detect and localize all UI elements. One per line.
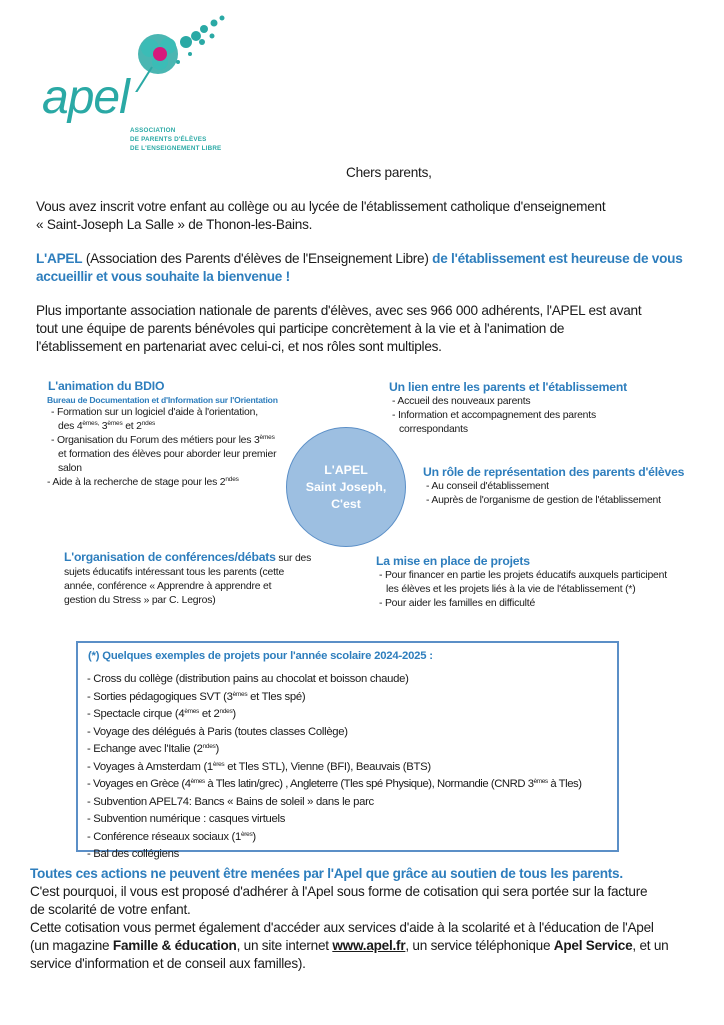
circle-text: C'est — [331, 496, 361, 511]
section-representation — [423, 464, 713, 508]
list-item: - Spectacle cirque (4èmes et $2^{ndes}$) — [87, 708, 236, 720]
closing-line: Cette cotisation vous permet également d'accéder aux services d'aide à la scolarité et à l'éducation de l'Apel — [30, 920, 654, 935]
list-item: - Pour financer en partie les projets éducatifs auxquels participent — [379, 570, 667, 581]
logo-subtitle-line: DE L'ENSEIGNEMENT LIBRE — [130, 145, 222, 152]
apel-center-circle — [286, 427, 406, 547]
list-item: - Accueil des nouveaux parents — [392, 396, 531, 407]
magazine-name: Famille & éducation — [112, 938, 237, 953]
section-text: sur des — [275, 553, 312, 564]
circle-text: Saint Joseph, — [305, 479, 387, 494]
logo-subtitle-line: ASSOCIATION — [130, 127, 176, 134]
apel-website-link[interactable]: www.apel.fr — [332, 938, 406, 953]
list-item: - Subvention APEL74: Bancs « Bains de soleil » dans le parc — [87, 795, 374, 808]
section-title: La mise en place de projets — [376, 554, 530, 568]
list-item: les élèves et les projets liés à la vie de l'établissement (*) — [386, 584, 636, 595]
closing-paragraph — [30, 865, 720, 973]
list-item: - Voyages à Amsterdam (1ères et Tles STL), Vienne (BFI), Beauvais (BTS) — [87, 760, 431, 773]
section-title: Un lien entre les parents et l'établissement — [389, 380, 627, 394]
section-conferences — [64, 548, 344, 608]
list-item: correspondants — [399, 424, 468, 435]
section-text: gestion du Stress » par C. Legros) — [64, 595, 216, 606]
list-item: - Formation sur un logiciel d'aide à l'orientation, — [51, 407, 258, 418]
intro-paragraph — [36, 198, 605, 234]
examples-list — [87, 671, 582, 864]
section-text: année, conférence « Apprendre à apprendre et — [64, 581, 272, 592]
apel-logo — [40, 12, 240, 162]
support-highlight: Toutes ces actions ne peuvent être menées par l'Apel que grâce au soutien de tous les parents. — [30, 866, 623, 881]
list-item: - Pour aider les familles en difficulté — [379, 598, 536, 609]
intro-line: Vous avez inscrit votre enfant au collège ou au lycée de l'établissement catholique d'enseignement — [36, 199, 606, 214]
greeting: Chers parents, — [346, 165, 432, 180]
closing-line: service d'information et de conseil aux familles). — [30, 956, 306, 971]
list-item: - Conférence réseaux sociaux (1ères) — [87, 830, 256, 843]
list-item: salon — [58, 463, 82, 474]
logo-wordmark: apel — [42, 71, 129, 124]
mission-line: l'établissement en partenariat avec celui-ci, et nos rôles sont multiples. — [36, 339, 442, 354]
logo-subtitle-line: DE PARENTS D'ÉLÈVES — [130, 136, 207, 143]
list-item: - Echange avec l'Italie $(2^{ndes})$ — [87, 743, 219, 755]
list-item: - Information et accompagnement des parents — [392, 410, 596, 421]
section-title: L'organisation de conférences/débats — [64, 550, 276, 564]
list-item: - Aide à la recherche de stage pour les $2^{ndes}$ — [47, 476, 239, 488]
closing-line: de scolarité de votre enfant. — [30, 902, 191, 917]
section-lien — [389, 379, 689, 437]
welcome-paragraph — [36, 250, 716, 286]
list-item: - Subvention numérique : casques virtuels — [87, 813, 286, 825]
welcome-highlight: accueillir et vous souhaite la bienvenue ! — [36, 269, 290, 284]
welcome-highlight: de l'établissement est heureuse de vous — [432, 251, 683, 266]
list-item: - Bal des collégiens — [87, 848, 179, 860]
apel-acronym: L'APEL — [36, 251, 83, 266]
intro-line: « Saint-Joseph La Salle » de Thonon-les-Bains. — [36, 217, 313, 232]
list-item: - Organisation du Forum des métiers pour les 3èmes — [51, 434, 275, 446]
list-item: - Au conseil d'établissement — [426, 481, 549, 492]
section-title: L'animation du BDIO — [48, 379, 165, 393]
apel-definition: (Association des Parents d'élèves de l'Enseignement Libre) — [82, 251, 433, 266]
examples-box — [76, 641, 619, 860]
section-subtitle: Bureau de Documentation et d'Information sur l'Orientation — [47, 395, 278, 405]
section-bdio — [48, 378, 308, 490]
section-text: sujets éducatifs intéressant tous les parents (cette — [64, 567, 285, 578]
list-item: des $4^{èmes,}$ 3èmes et $2^{ndes}$ — [58, 420, 156, 432]
section-projets — [376, 553, 706, 611]
list-item: - Voyage des délégués à Paris (toutes classes Collège) — [87, 725, 348, 738]
list-item: - Cross du collège (distribution pains au chocolat et boisson chaude) — [87, 673, 409, 685]
list-item: et formation des élèves pour aborder leur premier — [58, 449, 277, 460]
apel-service-name: Apel Service — [553, 938, 633, 953]
list-item: - Auprès de l'organisme de gestion de l'établissement — [426, 495, 661, 506]
list-item: - Sorties pédagogiques SVT (3èmes et Tles spé) — [87, 690, 306, 703]
circle-text: L'APEL — [324, 462, 368, 477]
examples-title: (*) Quelques exemples de projets pour l'année scolaire 2024-2025 : — [88, 650, 433, 662]
section-title: Un rôle de représentation des parents d'élèves — [423, 465, 685, 479]
mission-paragraph — [36, 302, 641, 356]
closing-line: C'est pourquoi, il vous est proposé d'adhérer à l'Apel sous forme de cotisation qui sera portée sur la facture — [30, 884, 648, 899]
list-item: - Voyages en Grèce (4èmes à Tles latin/grec) , Angleterre (Tles spé Physique), Normandie (CNRD 3èmes à Tles) — [87, 778, 582, 790]
mission-line: Plus importante association nationale de parents d'élèves, avec ses 966 000 adhérents, l'APEL est avant — [36, 303, 642, 318]
mission-line: tout une équipe de parents bénévoles qui participe concrètement à la vie et à l'animation de — [36, 321, 565, 336]
closing-line: (un magazine Famille & éducation, un site internet www.apel.fr, un service téléphonique Apel Service, et un — [30, 938, 669, 953]
